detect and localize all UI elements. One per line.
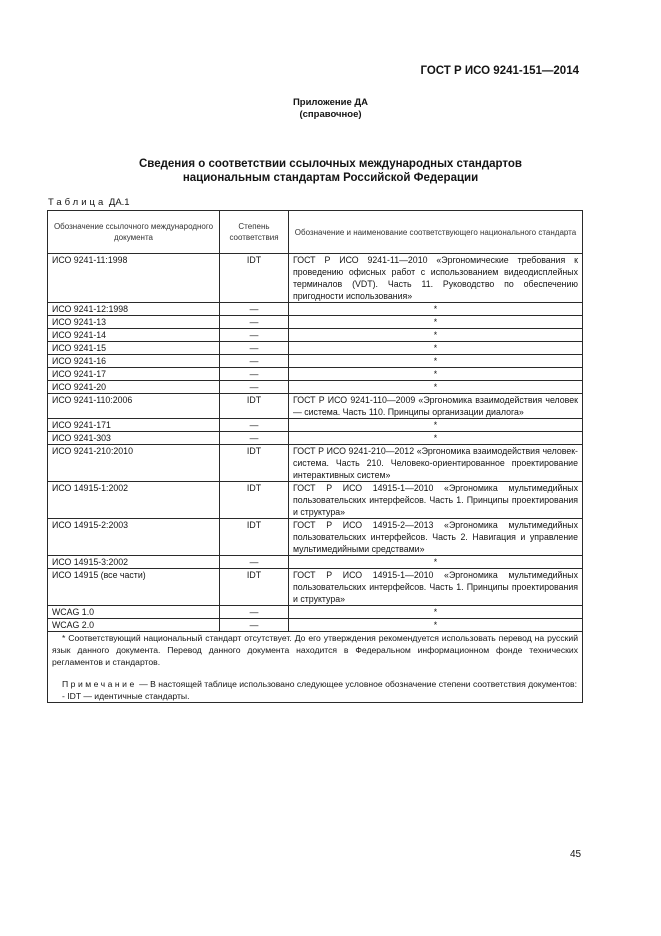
cell-degree: IDT	[220, 569, 289, 606]
cell-national-standard: ГОСТ Р ИСО 9241-110—2009 «Эргономика взаимодействия человек — система. Часть 110. Принципы организации диалога»	[289, 394, 583, 419]
cell-international-doc: ИСО 14915-3:2002	[48, 556, 220, 569]
standard-designation: ГОСТ Р ИСО 9241-151—2014	[420, 65, 579, 77]
table-note-row	[48, 632, 583, 703]
section-title-line1: Сведения о соответствии ссылочных международных стандартов	[138, 158, 522, 170]
cell-national-standard: *	[289, 342, 583, 355]
table-row	[48, 482, 583, 519]
table-row	[48, 569, 583, 606]
cell-international-doc: ИСО 9241-16	[48, 355, 220, 368]
cell-national-standard: *	[289, 329, 583, 342]
cell-international-doc: ИСО 9241-14	[48, 329, 220, 342]
cell-degree: —	[220, 606, 289, 619]
table-row	[48, 619, 583, 632]
cell-international-doc: ИСО 9241-11:1998	[48, 254, 220, 303]
table-notes	[48, 632, 583, 703]
cell-national-standard: *	[289, 619, 583, 632]
cell-degree: IDT	[220, 519, 289, 556]
cell-degree: —	[220, 342, 289, 355]
cell-international-doc: WCAG 1.0	[48, 606, 220, 619]
cell-international-doc: WCAG 2.0	[48, 619, 220, 632]
cell-international-doc: ИСО 9241-12:1998	[48, 303, 220, 316]
cell-international-doc: ИСО 14915-2:2003	[48, 519, 220, 556]
cell-national-standard: *	[289, 381, 583, 394]
cell-national-standard: ГОСТ Р ИСО 9241-11—2010 «Эргономические требования к проведению офисных работ с использованием видеодисплейных терминалов (VDT). Часть 11. Руководство по обеспечению пригодности использования»	[289, 254, 583, 303]
table-row	[48, 254, 583, 303]
table-row	[48, 342, 583, 355]
header-national-standard: Обозначение и наименование соответствующего национального стандарта	[289, 211, 583, 254]
cell-degree: —	[220, 419, 289, 432]
cell-international-doc: ИСО 9241-20	[48, 381, 220, 394]
cell-international-doc: ИСО 9241-171	[48, 419, 220, 432]
cell-national-standard: ГОСТ Р ИСО 9241-210—2012 «Эргономика взаимодействия человек-система. Часть 210. Человеко-ориентированное проектирование интерактивных систем»	[289, 445, 583, 482]
cell-international-doc: ИСО 9241-110:2006	[48, 394, 220, 419]
appendix-subtitle: (справочное)	[299, 109, 362, 120]
table-row	[48, 368, 583, 381]
table-row	[48, 445, 583, 482]
cell-international-doc: ИСО 9241-13	[48, 316, 220, 329]
cell-national-standard: *	[289, 368, 583, 381]
table-row	[48, 432, 583, 445]
cell-national-standard: *	[289, 303, 583, 316]
cell-international-doc: ИСО 14915 (все части)	[48, 569, 220, 606]
table-row	[48, 606, 583, 619]
cell-degree: IDT	[220, 482, 289, 519]
table-caption-word: Таблица	[48, 197, 107, 208]
cell-national-standard: ГОСТ Р ИСО 14915-2—2013 «Эргономика мультимедийных пользовательских интерфейсов. Часть 2. Навигация и управление мультимедийными средствами»	[289, 519, 583, 556]
table-row	[48, 316, 583, 329]
cell-degree: —	[220, 619, 289, 632]
cell-degree: —	[220, 556, 289, 569]
table-row	[48, 355, 583, 368]
cell-international-doc: ИСО 14915-1:2002	[48, 482, 220, 519]
table-row	[48, 381, 583, 394]
cell-degree: IDT	[220, 254, 289, 303]
cell-degree: —	[220, 432, 289, 445]
cell-national-standard: *	[289, 606, 583, 619]
header-international-doc: Обозначение ссылочного международного документа	[48, 211, 220, 254]
cell-degree: —	[220, 329, 289, 342]
cell-national-standard: *	[289, 419, 583, 432]
table-row	[48, 519, 583, 556]
note-label: Примечание	[62, 679, 137, 689]
cell-international-doc: ИСО 9241-15	[48, 342, 220, 355]
note-text: — В настоящей таблице использовано следующее условное обозначение степени соответствия документов:	[139, 679, 577, 689]
appendix-title: Приложение ДА	[292, 97, 369, 108]
table-caption	[48, 197, 130, 208]
cell-national-standard: ГОСТ Р ИСО 14915-1—2010 «Эргономика мультимедийных пользовательских интерфейсов. Часть 1. Принципы проектирования и структура»	[289, 569, 583, 606]
table-caption-number: ДА.1	[108, 197, 130, 208]
cell-degree: —	[220, 316, 289, 329]
cell-national-standard: *	[289, 355, 583, 368]
cell-degree: —	[220, 303, 289, 316]
page-number: 45	[570, 849, 582, 860]
cell-national-standard: ГОСТ Р ИСО 14915-1—2010 «Эргономика мультимедийных пользовательских интерфейсов. Часть 1. Принципы проектирования и структура»	[289, 482, 583, 519]
table-row	[48, 329, 583, 342]
cell-degree: —	[220, 381, 289, 394]
cell-degree: —	[220, 355, 289, 368]
cell-degree: —	[220, 368, 289, 381]
table-header-row	[48, 211, 583, 254]
cell-national-standard: *	[289, 556, 583, 569]
cell-degree: IDT	[220, 394, 289, 419]
note-item: - IDT — идентичные стандарты.	[62, 691, 190, 701]
cell-national-standard: *	[289, 432, 583, 445]
section-title-line2: национальным стандартам Российской Федерации	[182, 172, 479, 184]
cell-degree: IDT	[220, 445, 289, 482]
cell-international-doc: ИСО 9241-210:2010	[48, 445, 220, 482]
table-row	[48, 394, 583, 419]
cell-international-doc: ИСО 9241-303	[48, 432, 220, 445]
table-row	[48, 419, 583, 432]
cell-national-standard: *	[289, 316, 583, 329]
footnote: * Соответствующий национальный стандарт отсутствует. До его утверждения рекомендуется использовать перевод на русский язык данного документа. Перевод данного документа находится в Федеральном информационном фонде технических регламентов и стандартов.	[52, 633, 578, 667]
table-row	[48, 556, 583, 569]
cell-international-doc: ИСО 9241-17	[48, 368, 220, 381]
note	[52, 678, 578, 690]
table-row	[48, 303, 583, 316]
correspondence-table	[47, 210, 583, 703]
header-degree: Степень соответствия	[220, 211, 289, 254]
